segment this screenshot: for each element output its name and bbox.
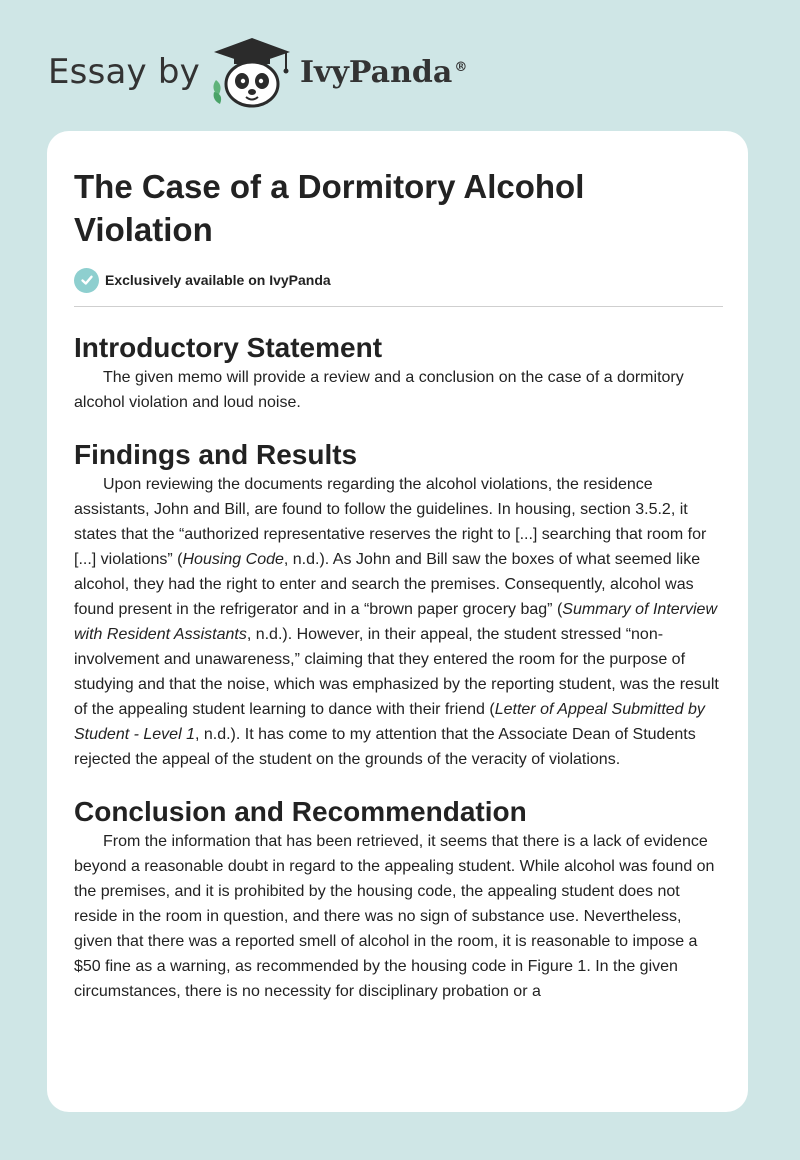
section-heading-findings: Findings and Results — [74, 439, 358, 470]
exclusive-badge — [74, 267, 723, 293]
section-paragraph — [74, 365, 723, 415]
page-title: The Case of a Dormitory Alcohol Violation — [74, 168, 585, 248]
badge-text: Exclusively available on IvyPanda — [105, 272, 331, 288]
paragraph-text: , n.d.). However, in their appeal, the student stressed “non-involvement and unawareness,” claiming that they entered the room for the purpose of studying and that the noise, which was emphasized by the reporting student, was the result of the appealing student learning to dance with their friend ( — [74, 626, 719, 718]
section-paragraph — [74, 829, 723, 1004]
brand-prefix: Essay by — [48, 52, 200, 92]
section-paragraph — [74, 472, 723, 772]
brand-header[interactable] — [48, 34, 467, 110]
brand-name: IvyPanda ® — [299, 54, 468, 90]
paragraph-text: The given memo will provide a review and a conclusion on the case of a dormitory alcohol violation and loud noise. — [74, 369, 684, 411]
panda-graduate-icon — [206, 34, 298, 110]
citation-title: Housing Code — [182, 551, 284, 568]
citation-title: Letter of Appeal Submitted by Student - Level 1 — [74, 701, 705, 743]
divider — [74, 306, 723, 307]
section-heading-intro: Introductory Statement — [74, 332, 383, 363]
section-heading-conclusion: Conclusion and Recommendation — [74, 796, 527, 827]
check-icon — [74, 268, 99, 293]
paragraph-text: , n.d.). It has come to my attention that the Associate Dean of Students rejected the appeal of the student on the grounds of the veracity of violations. — [74, 726, 696, 768]
article-card — [47, 131, 748, 1112]
citation-title: Summary of Interview with Resident Assistants — [74, 601, 717, 643]
paragraph-text: Upon reviewing the documents regarding the alcohol violations, the residence assistants, John and Bill, are found to follow the guidelines. In housing, section 3.5.2, it states that the “authorized representative reserves the right to [...] searching that room for [...] violations” ( — [74, 476, 707, 568]
paragraph-text: , n.d.). As John and Bill saw the boxes of what seemed like alcohol, they had the right to enter and search the premises. Consequently, alcohol was found present in the refrigerator and in a “brown paper grocery bag” ( — [74, 551, 701, 618]
paragraph-text: From the information that has been retrieved, it seems that there is a lack of evidence beyond a reasonable doubt in regard to the appealing student. While alcohol was found on the premises, and it is prohibited by the housing code, the appealing student does not reside in the room in question, and there was no sign of substance use. Nevertheless, given that there was a reported smell of alcohol in the room, it is reasonable to impose a $50 fine as a warning, as recommended by the housing code in Figure 1. In the given circumstances, there is no necessity for disciplinary probation or a — [74, 833, 715, 1000]
